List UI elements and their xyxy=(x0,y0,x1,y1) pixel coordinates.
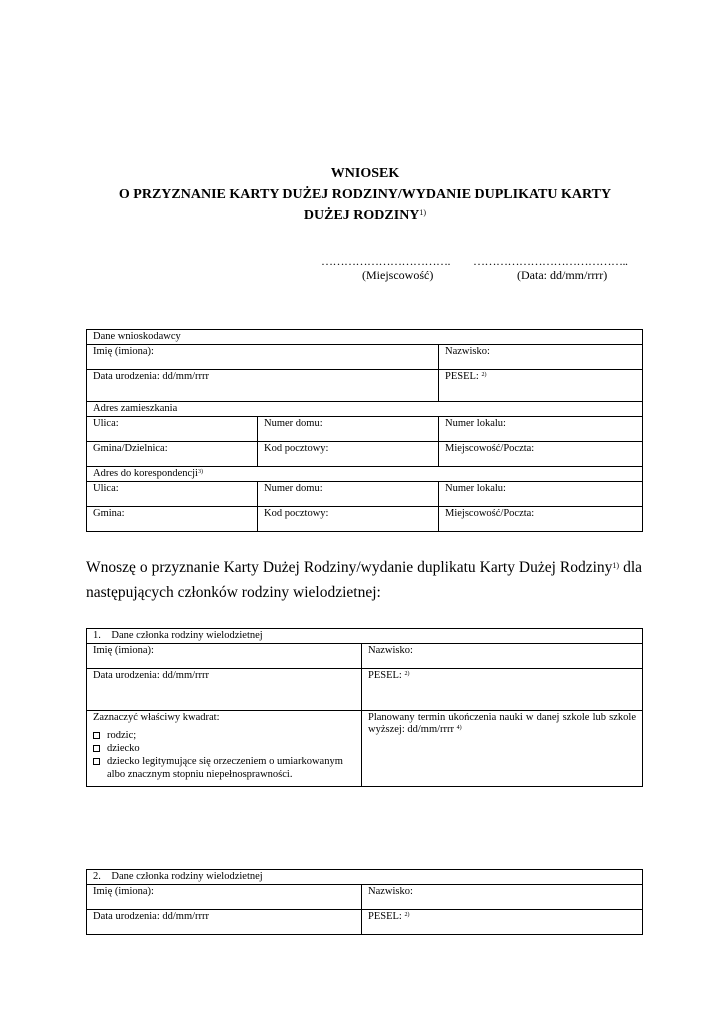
corr-postal-code-field[interactable]: Kod pocztowy: xyxy=(258,507,439,532)
member-2-pesel-field[interactable]: PESEL: $^{2)}$ xyxy=(362,910,643,935)
title-line-1: WNIOSEK xyxy=(330,166,400,181)
member-1-first-name-field[interactable]: Imię (imiona): xyxy=(87,644,362,669)
title-line-3: DUŻEJ RODZINY$^{1)}$ xyxy=(303,208,427,223)
checkbox-icon[interactable] xyxy=(93,732,100,739)
member-1-table xyxy=(86,628,643,787)
date-caption: (Data: dd/mm/rrrr) xyxy=(517,268,608,282)
title-line-2: O PRZYZNANIE KARTY DUŻEJ RODZINY/WYDANIE DUPLIKATU KARTY xyxy=(118,187,612,202)
member-2-birth-date-field[interactable]: Data urodzenia: dd/mm/rrrr xyxy=(87,910,362,935)
flat-number-field[interactable]: Numer lokalu: xyxy=(439,417,643,442)
corr-house-number-field[interactable]: Numer domu: xyxy=(258,482,439,507)
corr-street-field[interactable]: Ulica: xyxy=(87,482,258,507)
street-field[interactable]: Ulica: xyxy=(87,417,258,442)
commune-district-field[interactable]: Gmina/Dzielnica: xyxy=(87,442,258,467)
corr-commune-field[interactable]: Gmina: xyxy=(87,507,258,532)
place-caption: (Miejscowość) xyxy=(362,268,434,282)
member-1-section-label: 1. Dane członka rodziny wielodzietnej xyxy=(87,629,643,644)
date-field[interactable]: ………………………………….. xyxy=(473,254,628,268)
member-1-school-end-field[interactable]: Planowany termin ukończenia nauki w danej szkole lub szkole wyższej: dd/mm/rrrr $^{4)}$ xyxy=(362,711,643,787)
member-2-section-label: 2. Dane członka rodziny wielodzietnej xyxy=(87,870,643,885)
footnote-ref: 1) xyxy=(419,208,427,217)
postal-code-field[interactable]: Kod pocztowy: xyxy=(258,442,439,467)
request-paragraph: Wnoszę o przyznanie Karty Dużej Rodziny/wydanie duplikatu Karty Dużej Rodziny$^{1)}$ dla następujących członków rodziny wielodzietnej: xyxy=(86,559,643,601)
residence-address-label: Adres zamieszkania xyxy=(87,402,643,417)
member-2-table xyxy=(86,869,643,935)
applicant-birth-date-field[interactable]: Data urodzenia: dd/mm/rrrr xyxy=(87,370,439,402)
member-1-last-name-field[interactable]: Nazwisko: xyxy=(362,644,643,669)
checkbox-child[interactable]: dziecko xyxy=(93,742,355,755)
member-1-pesel-field[interactable]: PESEL: $^{2)}$ xyxy=(362,669,643,711)
checkbox-child-disability[interactable]: dziecko legitymujące się orzeczeniem o umiarkowanym albo znacznym stopniu niepełnosprawności. xyxy=(93,755,355,781)
member-2-last-name-field[interactable]: Nazwisko: xyxy=(362,885,643,910)
document-title xyxy=(90,163,640,226)
checkbox-icon[interactable] xyxy=(93,745,100,752)
applicant-last-name-field[interactable]: Nazwisko: xyxy=(439,345,643,370)
checkbox-icon[interactable] xyxy=(93,758,100,765)
house-number-field[interactable]: Numer domu: xyxy=(258,417,439,442)
checkbox-instruction: Zaznaczyć właściwy kwadrat: xyxy=(93,712,220,723)
corr-city-post-field[interactable]: Miejscowość/Poczta: xyxy=(439,507,643,532)
member-1-birth-date-field[interactable]: Data urodzenia: dd/mm/rrrr xyxy=(87,669,362,711)
city-post-field[interactable]: Miejscowość/Poczta: xyxy=(439,442,643,467)
checkbox-parent[interactable]: rodzic; xyxy=(93,729,355,742)
corr-flat-number-field[interactable]: Numer lokalu: xyxy=(439,482,643,507)
applicant-section-label: Dane wnioskodawcy xyxy=(87,330,643,345)
place-field[interactable]: ……………………………. xyxy=(321,254,450,268)
applicant-first-name-field[interactable]: Imię (imiona): xyxy=(87,345,439,370)
correspondence-address-label: Adres do korespondencji$^{3)}$ xyxy=(87,467,643,482)
member-1-role-checkboxes xyxy=(87,711,362,787)
member-2-first-name-field[interactable]: Imię (imiona): xyxy=(87,885,362,910)
applicant-pesel-field[interactable]: PESEL: $^{2)}$ xyxy=(439,370,643,402)
applicant-table xyxy=(86,329,643,532)
